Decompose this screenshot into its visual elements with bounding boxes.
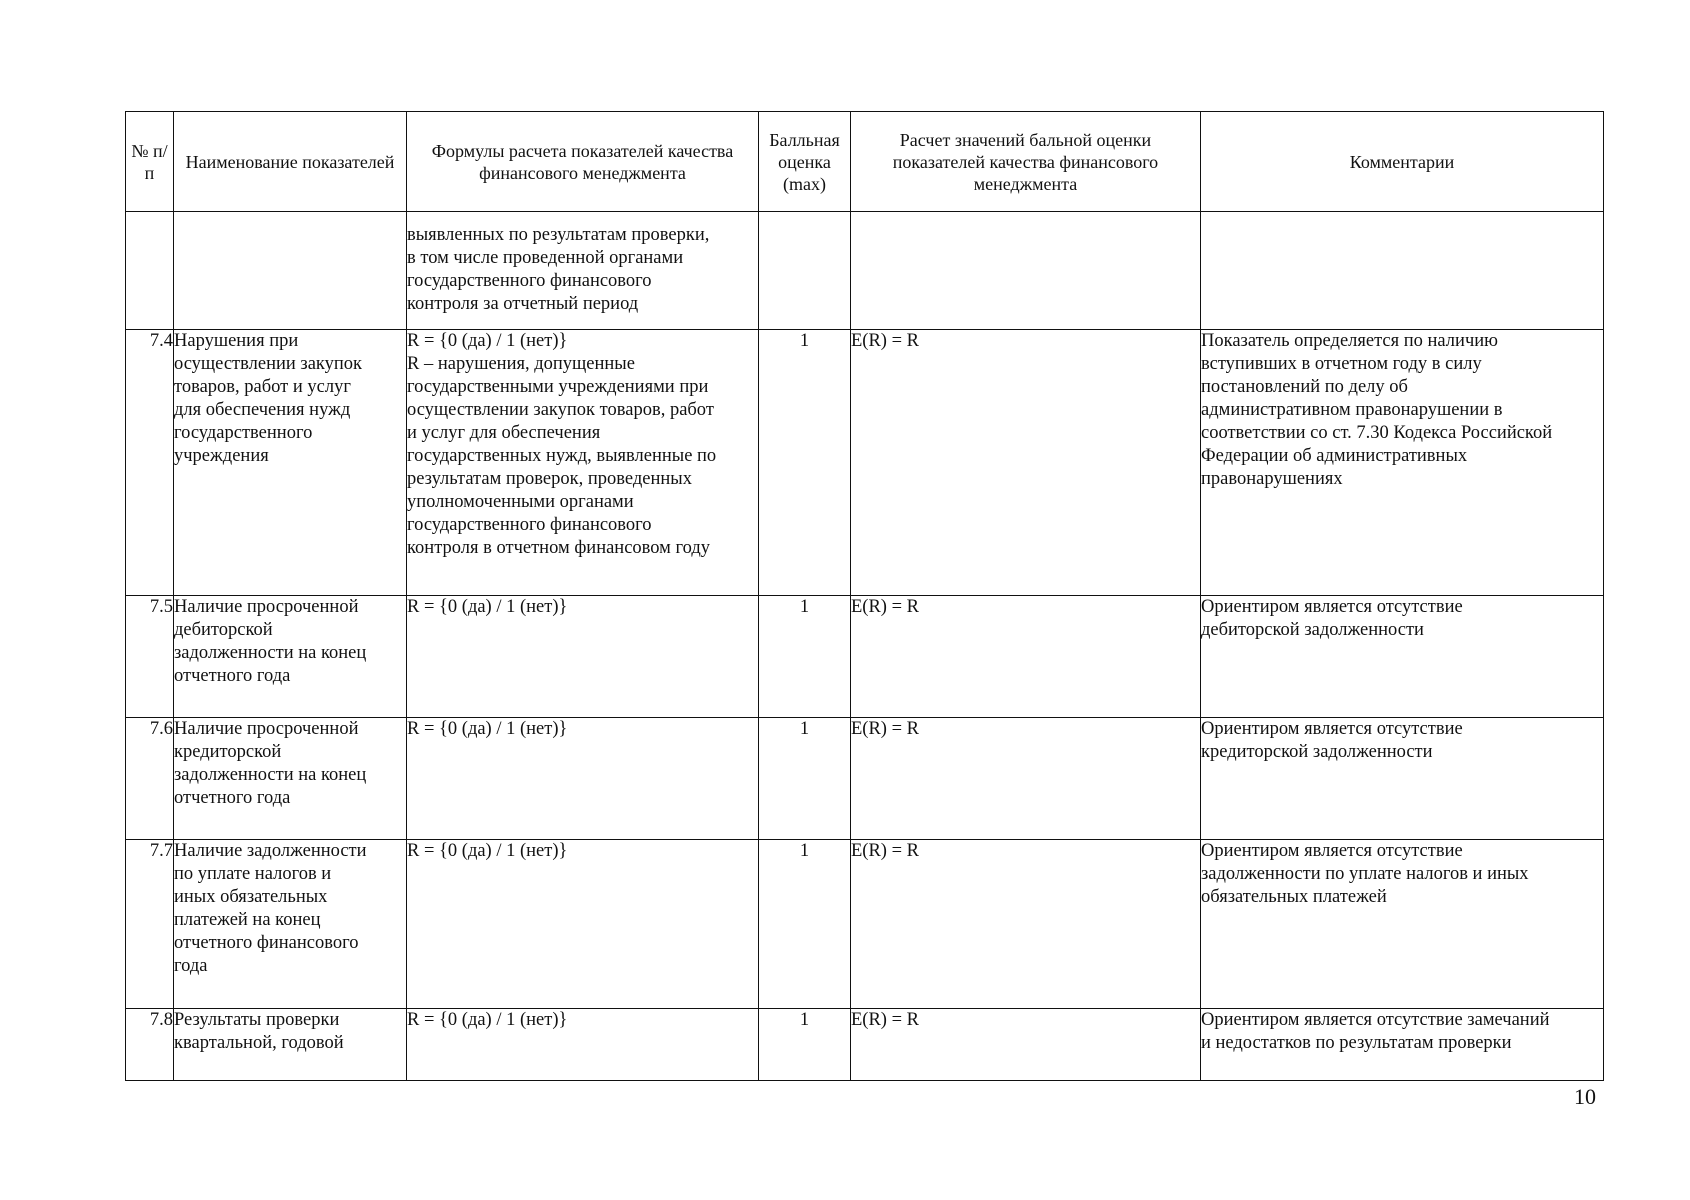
comment-line: обязательных платежей <box>1201 887 1387 907</box>
comment-line: задолженности по уплате налогов и иных <box>1201 864 1529 884</box>
name-line: платежей на конец <box>174 910 321 930</box>
header-name <box>174 112 407 212</box>
cell-calc: E(R) = R <box>851 596 1201 718</box>
comment-line: Показатель определяется по наличию <box>1201 331 1498 351</box>
formula-line: уполномоченными органами <box>407 492 634 512</box>
cell-calc: E(R) = R <box>851 330 1201 596</box>
cell-comment <box>1201 330 1604 596</box>
cell-comment <box>1201 1009 1604 1081</box>
cell-calc: E(R) = R <box>851 840 1201 1009</box>
name-line: учреждения <box>174 446 269 466</box>
cell-formula <box>407 840 759 1009</box>
name-line: Наличие просроченной <box>174 597 359 617</box>
table-row <box>126 330 1604 596</box>
cell-comment <box>1201 840 1604 1009</box>
comment-line: Федерации об административных <box>1201 446 1468 466</box>
name-line: отчетного финансового <box>174 933 359 953</box>
formula-line: государственными учреждениями при <box>407 377 709 397</box>
formula-line: R = {0 (да) / 1 (нет)} <box>407 597 568 617</box>
comment-line: постановлений по делу об <box>1201 377 1408 397</box>
cell-score <box>759 212 851 330</box>
name-line: года <box>174 956 208 976</box>
header-num <box>126 112 174 212</box>
comment-line: дебиторской задолженности <box>1201 620 1424 640</box>
header-name-label: Наименование показателей <box>185 151 395 172</box>
name-line: Результаты проверки <box>174 1010 340 1030</box>
cell-comment <box>1201 596 1604 718</box>
formula-line: выявленных по результатам проверки, <box>407 225 710 245</box>
comment-line: Ориентиром является отсутствие <box>1201 597 1463 617</box>
comment-line: Ориентиром является отсутствие замечаний <box>1201 1010 1550 1030</box>
name-line: отчетного года <box>174 788 291 808</box>
cell-calc: E(R) = R <box>851 718 1201 840</box>
name-line: Наличие просроченной <box>174 719 359 739</box>
name-line: отчетного года <box>174 666 291 686</box>
formula-line: R = {0 (да) / 1 (нет)} <box>407 1010 568 1030</box>
cell-num: 7.4 <box>126 330 174 596</box>
table-row <box>126 718 1604 840</box>
header-score <box>759 112 851 212</box>
cell-formula <box>407 718 759 840</box>
cell-name <box>174 212 407 330</box>
name-line: товаров, работ и услуг <box>174 377 351 397</box>
cell-num: 7.8 <box>126 1009 174 1081</box>
cell-formula <box>407 330 759 596</box>
cell-formula <box>407 212 759 330</box>
name-line: осуществлении закупок <box>174 354 363 374</box>
header-comment <box>1201 112 1604 212</box>
name-line: иных обязательных <box>174 887 328 907</box>
header-num-label: № п/п <box>131 140 168 183</box>
cell-name <box>174 1009 407 1081</box>
cell-name <box>174 330 407 596</box>
header-calc-label: Расчет значений бальной оценки показателей качества финансового менеджмента <box>892 129 1159 194</box>
formula-line: государственных нужд, выявленные по <box>407 446 717 466</box>
comment-line: административном правонарушении в <box>1201 400 1503 420</box>
formula-line: контроля за отчетный период <box>407 294 639 314</box>
formula-line: и услуг для обеспечения <box>407 423 601 443</box>
formula-line: в том числе проведенной органами <box>407 248 684 268</box>
formula-line: R = {0 (да) / 1 (нет)} <box>407 719 568 739</box>
indicators-table <box>125 111 1604 1081</box>
header-score-label: Балльная оценка (max) <box>769 129 840 194</box>
name-line: дебиторской <box>174 620 273 640</box>
cell-num <box>126 212 174 330</box>
cell-name <box>174 596 407 718</box>
comment-line: кредиторской задолженности <box>1201 742 1433 762</box>
cell-formula <box>407 596 759 718</box>
table-row-continuation <box>126 212 1604 330</box>
formula-line: R = {0 (да) / 1 (нет)} <box>407 331 568 351</box>
formula-line: контроля в отчетном финансовом году <box>407 538 711 558</box>
cell-calc: E(R) = R <box>851 1009 1201 1081</box>
comment-line: Ориентиром является отсутствие <box>1201 841 1463 861</box>
name-line: для обеспечения нужд <box>174 400 351 420</box>
cell-num: 7.7 <box>126 840 174 1009</box>
cell-score: 1 <box>759 596 851 718</box>
header-comment-label: Комментарии <box>1349 151 1455 172</box>
comment-line: Ориентиром является отсутствие <box>1201 719 1463 739</box>
cell-score: 1 <box>759 718 851 840</box>
table-row <box>126 840 1604 1009</box>
comment-line: и недостатков по результатам проверки <box>1201 1033 1512 1053</box>
cell-num: 7.6 <box>126 718 174 840</box>
comment-line: вступивших в отчетном году в силу <box>1201 354 1482 374</box>
cell-calc <box>851 212 1201 330</box>
comment-line: соответствии со ст. 7.30 Кодекса Российской <box>1201 423 1553 443</box>
name-line: Наличие задолженности <box>174 841 367 861</box>
cell-formula <box>407 1009 759 1081</box>
comment-line: правонарушениях <box>1201 469 1343 489</box>
name-line: по уплате налогов и <box>174 864 332 884</box>
formula-line: R = {0 (да) / 1 (нет)} <box>407 841 568 861</box>
name-line: государственного <box>174 423 313 443</box>
formula-line: осуществлении закупок товаров, работ <box>407 400 714 420</box>
name-line: квартальной, годовой <box>174 1033 344 1053</box>
cell-name <box>174 840 407 1009</box>
cell-score: 1 <box>759 330 851 596</box>
formula-line: государственного финансового <box>407 515 652 535</box>
cell-comment <box>1201 212 1604 330</box>
header-calc <box>851 112 1201 212</box>
table-header-row <box>126 112 1604 212</box>
formula-line: R – нарушения, допущенные <box>407 354 635 374</box>
formula-line: результатам проверок, проведенных <box>407 469 692 489</box>
header-formula <box>407 112 759 212</box>
table-row <box>126 596 1604 718</box>
cell-num: 7.5 <box>126 596 174 718</box>
cell-name <box>174 718 407 840</box>
name-line: задолженности на конец <box>174 643 367 663</box>
name-line: Нарушения при <box>174 331 299 351</box>
page-number: 10 <box>1574 1084 1596 1109</box>
formula-line: государственного финансового <box>407 271 652 291</box>
cell-comment <box>1201 718 1604 840</box>
cell-score: 1 <box>759 1009 851 1081</box>
name-line: кредиторской <box>174 742 282 762</box>
cell-score: 1 <box>759 840 851 1009</box>
header-formula-label: Формулы расчета показателей качества финансового менеджмента <box>431 140 734 183</box>
table-row <box>126 1009 1604 1081</box>
name-line: задолженности на конец <box>174 765 367 785</box>
